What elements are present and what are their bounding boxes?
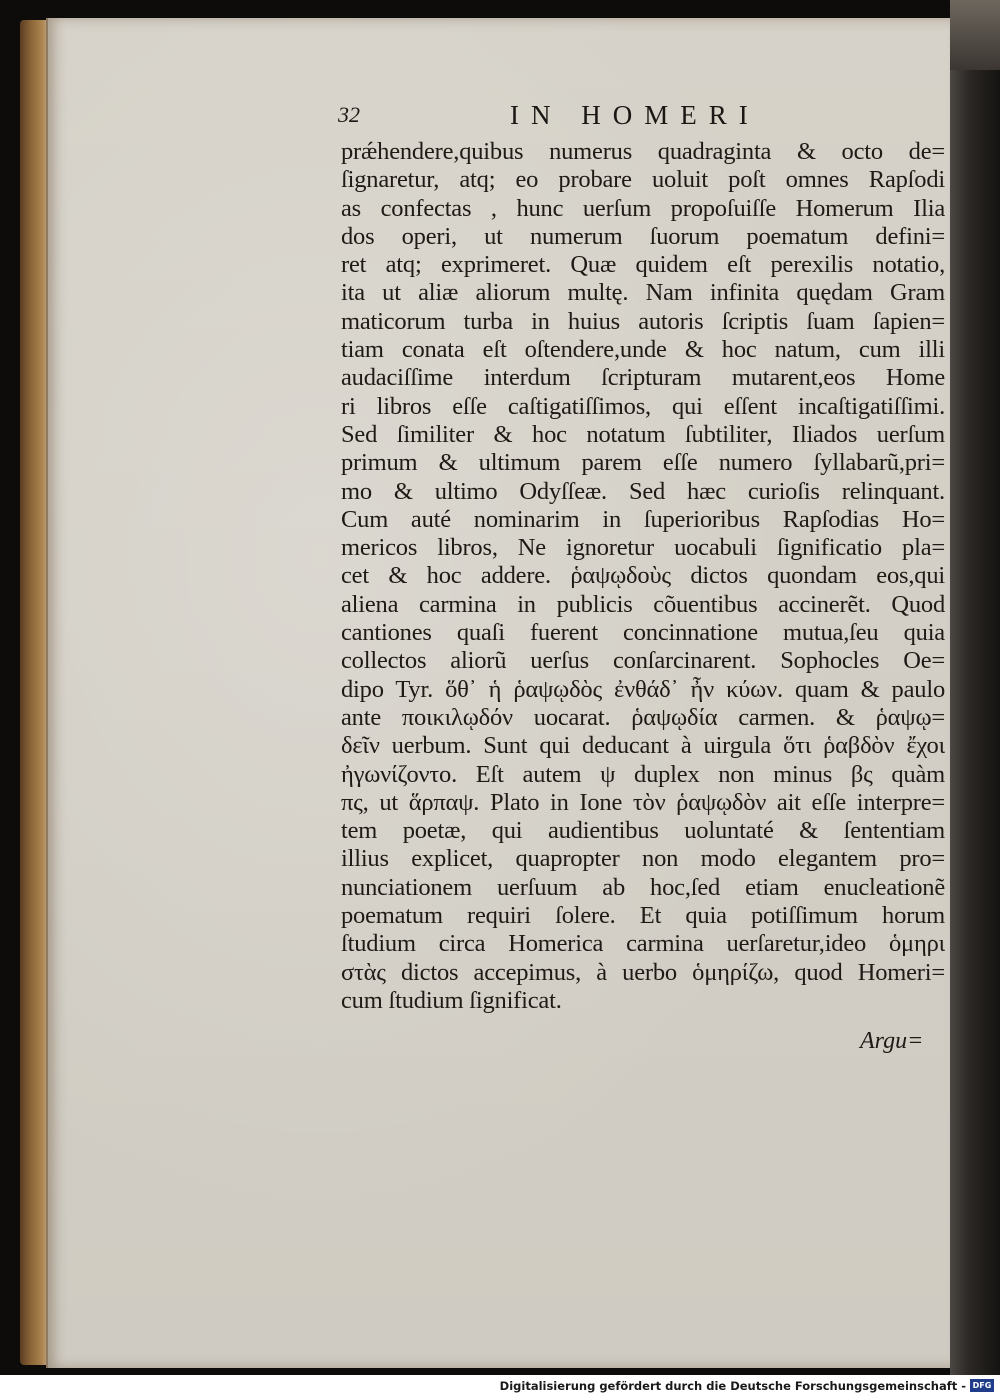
- adjacent-page-edge: [950, 0, 1000, 1375]
- dfg-logo-icon: DFG: [970, 1379, 994, 1392]
- text-line: audaciſſime interdum ſcripturam mutarent,eos Home: [341, 364, 945, 392]
- text-line: dos operi, ut numerum ſuorum poematum defini=: [341, 222, 945, 250]
- text-line: ſignaretur, atq; eo probare uoluit poſt omnes Rapſodi: [341, 166, 945, 194]
- text-line: στὰς dictos accepimus, à uerbo ὁμηρίζω, quod Homeri=: [341, 958, 945, 986]
- text-line: Sed ſimiliter & hoc notatum ſubtiliter, Iliados uerſum: [341, 420, 945, 448]
- text-line: tiam conata eſt oſtendere,unde & hoc natum, cum illi: [341, 336, 945, 364]
- catchword: Argu=: [860, 1028, 924, 1054]
- running-head: IN HOMERI: [510, 100, 760, 130]
- text-line: ἠγωνίζοντο. Eſt autem ψ duplex non minus βς quàm: [341, 760, 945, 788]
- text-line: illius explicet, quapropter non modo elegantem pro=: [341, 845, 945, 873]
- page-header: [338, 100, 908, 134]
- text-line: ita ut aliæ aliorum multę. Nam infinita quędam Gram: [341, 279, 945, 307]
- text-line: collectos aliorũ uerſus conſarcinarent. Sophocles Oe=: [341, 647, 945, 675]
- text-line: prǽhendere,quibus numerus quadraginta & octo de=: [341, 138, 945, 165]
- text-line: ante ποικιλῳδόν uocarat. ῥαψῳδία carmen. & ῥαψῳ=: [341, 703, 945, 731]
- text-line: aliena carmina in publicis cõuentibus accinerẽt. Quod: [341, 590, 945, 618]
- text-line: as confectas , hunc uerſum propoſuiſſe Homerum Ilia: [341, 194, 945, 222]
- text-line: ſtudium circa Homerica carmina uerſaretur,ideo ὁμηρι: [341, 930, 945, 958]
- text-line: maticorum turba in huius autoris ſcriptis ſuam ſapien=: [341, 307, 945, 335]
- body-text: [341, 138, 945, 1015]
- page-number: 32: [338, 102, 360, 127]
- text-line: poematum requiri ſolere. Et quia potiſſimum horum: [341, 902, 945, 930]
- text-line: dipo Tyr. ὅθ᾽ ἡ ῥαψῳδὸς ἐνθάδ᾽ ἦν κύων. quam & paulo: [341, 675, 945, 703]
- text-line: cantiones quaſi fuerent concinnatione mutua,ſeu quia: [341, 619, 945, 647]
- text-line: cet & hoc addere. ῥαψῳδοὺς dictos quondam eos,qui: [341, 562, 945, 590]
- text-line: Cum auté nominarim in ſuperioribus Rapſodias Ho=: [341, 505, 945, 533]
- text-line: mericos libros, Ne ignoretur uocabuli ſignificatio pla=: [341, 534, 945, 562]
- text-line: ret atq; exprimeret. Quæ quidem eſt perexilis notatio,: [341, 251, 945, 279]
- text-line: tem poetæ, qui audientibus uoluntaté & ſententiam: [341, 817, 945, 845]
- text-line: nunciationem uerſuum ab hoc,ſed etiam enucleationẽ: [341, 873, 945, 901]
- footer-credit: Digitalisierung gefördert durch die Deutsche Forschungsgemeinschaft -: [499, 1379, 966, 1393]
- footer-bar: [0, 1375, 1000, 1397]
- text-line: primum & ultimum parem eſſe numero ſyllabarũ,pri=: [341, 449, 945, 477]
- text-line: mo & ultimo Odyſſeæ. Sed hæc curioſis relinquant.: [341, 477, 945, 505]
- text-line: ri libros eſſe caſtigatiſſimos, qui eſſent incaſtigatiſſimi.: [341, 392, 945, 420]
- text-line: δεῖν uerbum. Sunt qui deducant à uirgula ὅτι ῥαβδὸν ἔχοι: [341, 732, 945, 760]
- text-line: πς, ut ἅρπαψ. Plato in Ione τὸν ῥαψῳδὸν ait eſſe interpre=: [341, 788, 945, 816]
- text-line: cum ſtudium ſignificat.: [341, 986, 562, 1014]
